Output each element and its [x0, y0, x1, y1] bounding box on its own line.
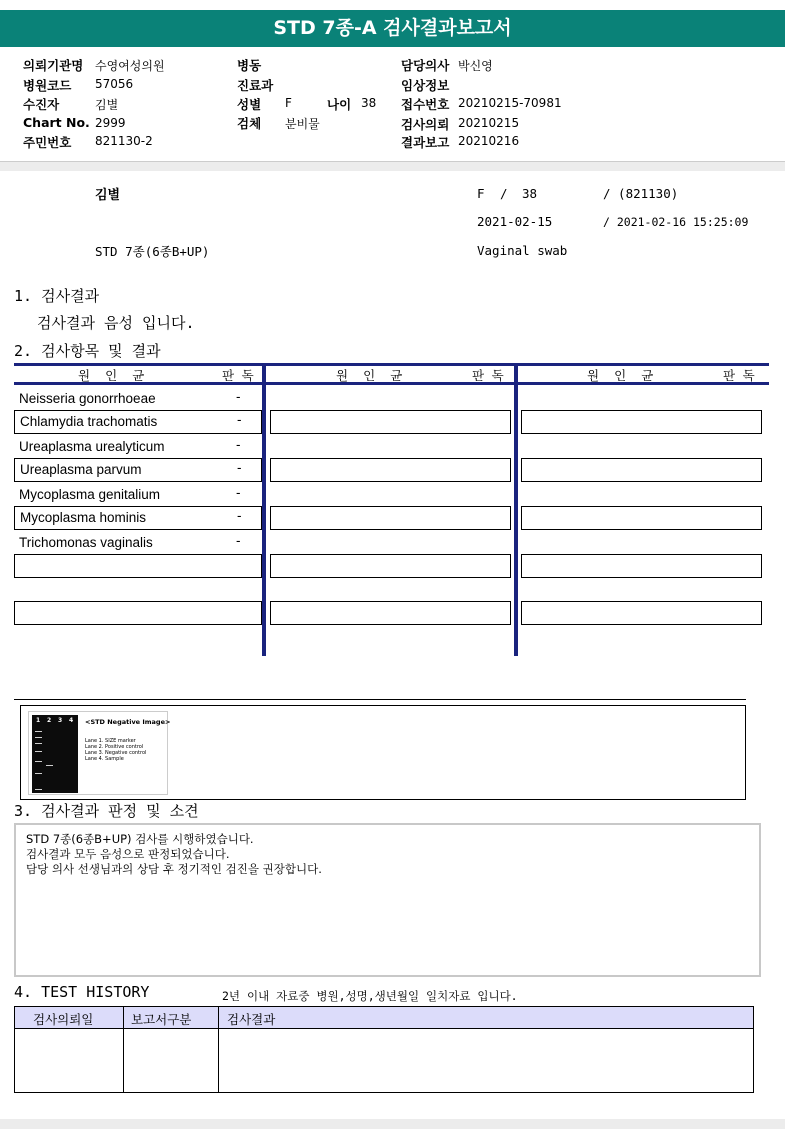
opinion-line: 검사결과 모두 음성으로 판정되었습니다.: [26, 847, 230, 861]
marker-band: [35, 789, 42, 790]
opinion-box: [14, 823, 761, 977]
col-pathogen-1: 원 인 균: [78, 368, 145, 383]
table-row: [14, 388, 262, 412]
empty-row-box: [521, 410, 762, 434]
empty-row-box: [521, 601, 762, 625]
result-summary: 검사결과 음성 입니다.: [37, 314, 195, 332]
sex-value: F: [285, 96, 292, 110]
col-result-3: 판 독: [723, 368, 755, 383]
receipt-value: 20210215-70981: [458, 96, 562, 110]
chart-value: 2999: [95, 116, 126, 130]
header-info: [0, 47, 785, 162]
lane-number: 3: [58, 717, 63, 724]
table-row: [14, 436, 262, 460]
hospital-code-value: 57056: [95, 77, 134, 91]
gel-legend-item: Lane 1. SIZE marker: [85, 738, 136, 744]
empty-row-box: [270, 554, 511, 578]
request-label: 검사의뢰: [401, 117, 450, 132]
marker-band: [35, 731, 42, 732]
institution-value: 수영여성의원: [95, 59, 165, 73]
history-col-result: 검사결과: [227, 1012, 276, 1027]
pathogen-result: -: [236, 485, 241, 500]
specimen-type: Vaginal swab: [477, 243, 568, 258]
divider-band: [0, 162, 785, 171]
col-result-2: 판 독: [472, 368, 504, 383]
pathogen-name: Neisseria gonorrhoeae: [19, 391, 156, 406]
results-grid: [14, 363, 769, 656]
patient-label: 수진자: [23, 97, 60, 112]
empty-row-box: [521, 458, 762, 482]
history-col-report-type: 보고서구분: [131, 1012, 192, 1027]
dept-label: 진료과: [237, 78, 274, 93]
resident-value: 821130-2: [95, 134, 153, 148]
history-col-request-date: 검사의뢰일: [33, 1012, 94, 1027]
patient-value: 김별: [95, 98, 119, 112]
pathogen-result: -: [237, 460, 242, 475]
report-value: 20210216: [458, 134, 520, 148]
report-label: 결과보고: [401, 135, 450, 150]
patient-name: 김별: [95, 188, 121, 203]
marker-band: [35, 737, 42, 738]
history-note: 2년 이내 자료중 병원,성명,생년월일 일치자료 입니다.: [222, 989, 518, 1003]
col-pathogen-3: 원 인 균: [587, 368, 654, 383]
empty-row-box: [270, 506, 511, 530]
gel-legend-item: Lane 2. Positive control: [85, 744, 144, 750]
history-col-divider: [218, 1007, 219, 1092]
pathogen-name: Mycoplasma genitalium: [19, 487, 161, 502]
section2-title: 2. 검사항목 및 결과: [14, 342, 161, 360]
patient-sex: F: [477, 186, 485, 201]
empty-row-box: [270, 410, 511, 434]
opinion-line: STD 7종(6종B+UP) 검사를 시행하였습니다.: [26, 832, 254, 846]
opinion-line: 담당 의사 선생님과의 상담 후 정기적인 검진을 권장합니다.: [26, 862, 322, 876]
section3-title: 3. 검사결과 판정 및 소견: [14, 802, 199, 820]
pathogen-name: Ureaplasma parvum: [20, 462, 142, 477]
pathogen-result: -: [236, 437, 241, 452]
pathogen-result: -: [237, 508, 242, 523]
gel-image: [28, 711, 171, 795]
control-band: [46, 765, 53, 766]
age-value: 38: [361, 96, 377, 110]
bottom-band: [0, 1119, 785, 1129]
gel-title: <STD Negative Image>: [85, 718, 171, 726]
patient-age: 38: [522, 186, 538, 201]
pathogen-name: Chlamydia trachomatis: [20, 414, 158, 429]
section1-title: 1. 검사결과: [14, 287, 100, 305]
empty-row-box: [521, 506, 762, 530]
lane-number: 2: [47, 717, 52, 724]
ward-label: 병동: [237, 58, 262, 73]
empty-row-box: [521, 554, 762, 578]
table-row: [14, 484, 262, 508]
resident-label: 주민번호: [23, 135, 72, 150]
col-pathogen-2: 원 인 균: [336, 368, 403, 383]
table-row: [14, 410, 262, 434]
marker-band: [35, 751, 42, 752]
report-title: STD 7종-A 검사결과보고서: [0, 10, 785, 47]
pathogen-result: -: [236, 389, 241, 404]
section4-title: 4. TEST HISTORY: [14, 983, 150, 1001]
patient-resident: / (821130): [603, 186, 679, 201]
test-name: STD 7종(6종B+UP): [95, 244, 210, 259]
empty-row-box: [270, 458, 511, 482]
gel-image-frame: [20, 705, 746, 800]
receipt-label: 접수번호: [401, 97, 450, 112]
gel-legend-item: Lane 3. Negative control: [85, 750, 147, 756]
age-label: 나이: [327, 97, 352, 112]
clinical-label: 임상정보: [401, 78, 450, 93]
grid-divider-1: [262, 363, 266, 656]
chart-label: Chart No.: [23, 115, 90, 130]
history-table: [14, 1006, 754, 1093]
specimen-value: 분비물: [285, 117, 320, 131]
gel-legend-item: Lane 4. Sample: [85, 756, 124, 762]
pathogen-name: Mycoplasma hominis: [20, 510, 147, 525]
grid-divider-2: [514, 363, 518, 656]
table-row: [14, 458, 262, 482]
col-result-1: 판 독: [222, 368, 254, 383]
lane-number: 1: [36, 717, 41, 724]
empty-row-box: [270, 601, 511, 625]
empty-row-box: [14, 601, 262, 625]
pathogen-name: Ureaplasma urealyticum: [19, 439, 165, 454]
lane-number: 4: [69, 717, 74, 724]
marker-band: [35, 761, 42, 762]
divider-line: [14, 699, 746, 700]
history-col-divider: [123, 1007, 124, 1092]
pathogen-result: -: [236, 533, 241, 548]
table-row: [14, 506, 262, 530]
report-datetime: / 2021-02-16 15:25:09: [603, 215, 749, 229]
specimen-label: 검체: [237, 116, 262, 131]
patient-slash: /: [500, 186, 508, 201]
doctor-label: 담당의사: [401, 58, 450, 73]
pathogen-result: -: [237, 412, 242, 427]
hospital-code-label: 병원코드: [23, 78, 72, 93]
empty-row-box: [14, 554, 262, 578]
table-row: [14, 532, 262, 556]
sex-label: 성별: [237, 97, 262, 112]
marker-band: [35, 773, 42, 774]
history-header: [15, 1007, 753, 1029]
marker-band: [35, 743, 42, 744]
request-value: 20210215: [458, 116, 520, 130]
pathogen-name: Trichomonas vaginalis: [19, 535, 153, 550]
gel-photo: [32, 715, 78, 793]
request-date: 2021-02-15: [477, 214, 553, 229]
doctor-value: 박신영: [458, 59, 493, 73]
institution-label: 의뢰기관명: [23, 58, 84, 73]
